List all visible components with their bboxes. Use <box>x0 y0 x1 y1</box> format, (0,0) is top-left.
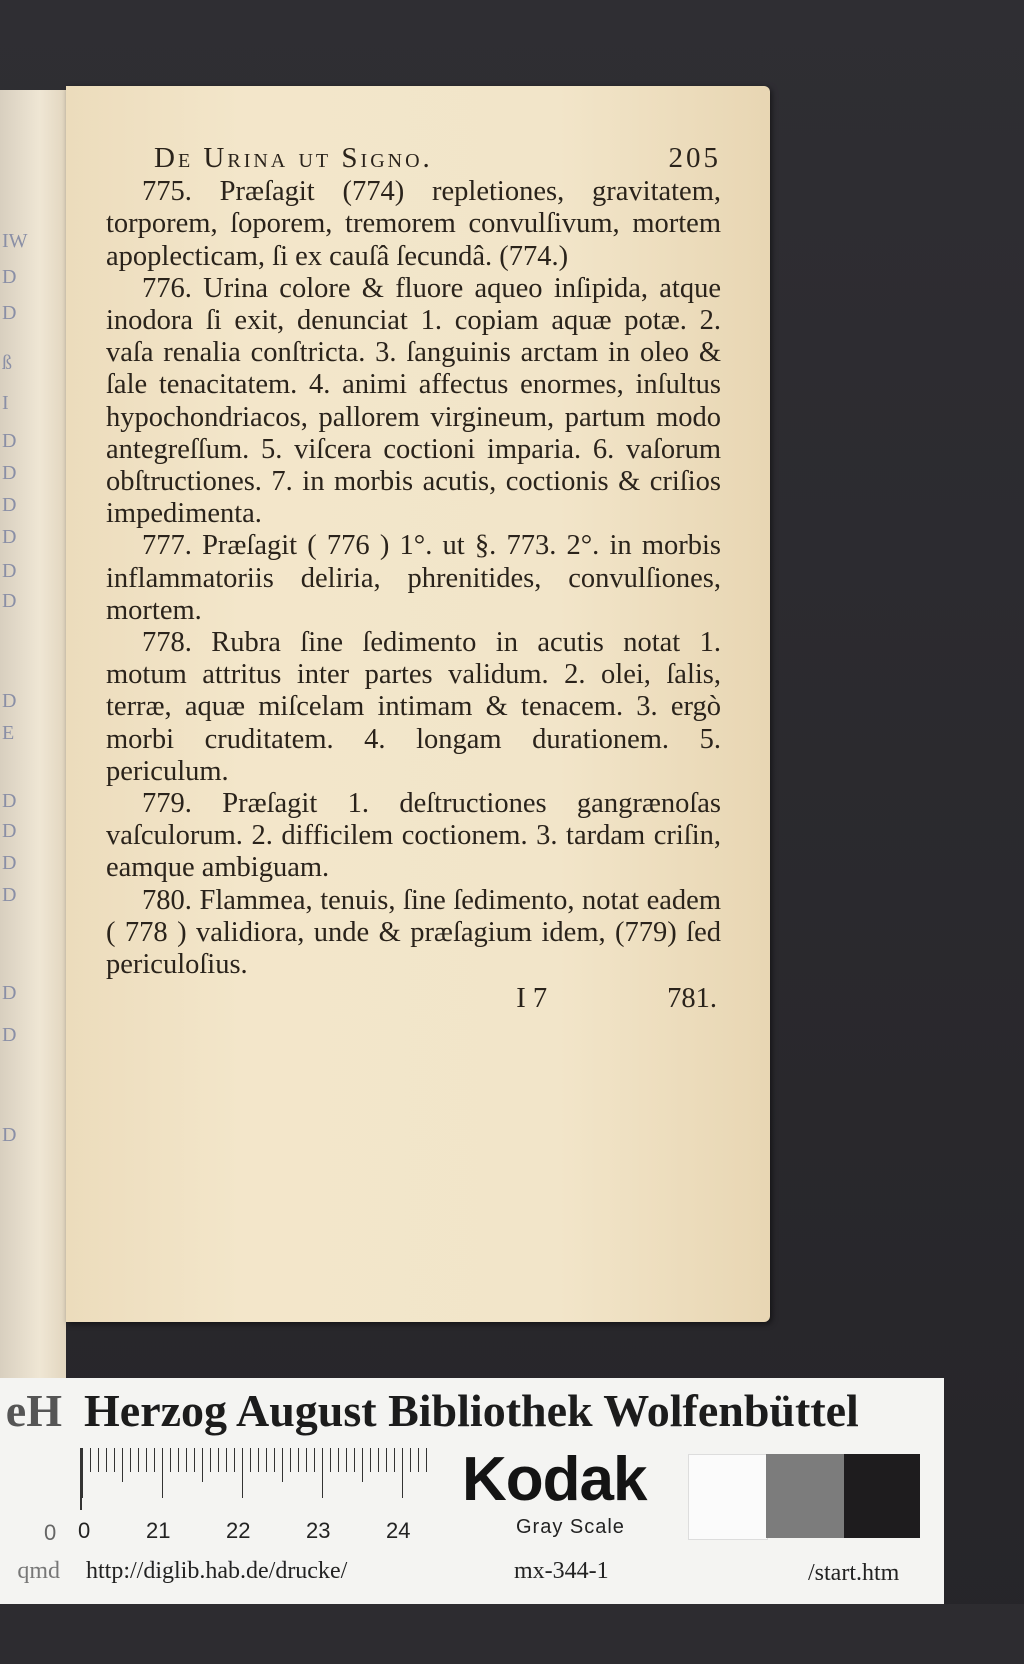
color-chart-strip <box>0 1378 944 1604</box>
facing-page-glyph: D <box>2 1124 17 1146</box>
url-suffix: /start.htm <box>808 1560 900 1586</box>
facing-page-glyph: D <box>2 884 17 906</box>
facing-page-glyph: D <box>2 790 17 812</box>
measurement-ruler <box>80 1448 442 1510</box>
paragraph-780: 780. Flammea, tenuis, ſine ſedimento, notat eadem ( 778 ) validiora, unde & præſagium idem, (779) ſed periculoſius. <box>106 884 721 981</box>
page-number: 205 <box>668 142 721 174</box>
ruler-label: 24 <box>386 1518 411 1543</box>
gray-patch-mid <box>766 1454 844 1538</box>
facing-page-glyph: D <box>2 494 17 516</box>
ruler-label: 23 <box>306 1518 331 1543</box>
facing-page-glyph: D <box>2 560 17 582</box>
facing-page-glyph: D <box>2 462 17 484</box>
ruler-zero-label: 0 <box>44 1520 57 1545</box>
ruler-label: 22 <box>226 1518 251 1543</box>
gray-patch-white <box>688 1454 768 1540</box>
library-name: Herzog August Bibliothek Wolfenbüttel <box>84 1385 859 1436</box>
facing-page-glyph: D <box>2 266 17 288</box>
facing-page-glyph: D <box>2 1024 17 1046</box>
ruler-label: 0 <box>78 1518 91 1543</box>
url-partial: qmd <box>17 1558 60 1584</box>
scanner-bottom <box>0 1604 1024 1664</box>
library-name-partial: eH <box>5 1385 62 1436</box>
facing-page-glyph: D <box>2 820 17 842</box>
gray-patch-black <box>844 1454 920 1538</box>
facing-page-edge <box>0 90 66 1380</box>
gray-scale-label: Gray Scale <box>516 1516 625 1538</box>
facing-page-glyph: D <box>2 982 17 1004</box>
paragraph-775: 775. Præſagit (774) repletiones, gravitatem, torporem, ſoporem, tremorem convulſivum, mortem apoplecticam, ſi ex cauſâ ſecundâ. (774.) <box>106 176 721 272</box>
running-head-title: De Urina ut Signo. <box>154 142 433 174</box>
page-footer <box>106 983 721 1015</box>
paragraph-779: 779. Præſagit 1. deſtructiones gangrænoſas vaſculorum. 2. difficilem coctionem. 3. tardam criſin, eamque ambiguam. <box>106 788 721 884</box>
facing-page-glyph: IW <box>2 230 28 252</box>
paragraph-778: 778. Rubra ſine ſedimento in acutis notat 1. motum attritus inter partes validum. 2. olei, ſalis, terræ, aquæ miſcelam intimam & tenacem. 3. ergò morbi cruditatem. 4. longam durationem. 5. periculum. <box>106 627 721 787</box>
facing-page-glyph: ß <box>2 352 12 374</box>
digital-library-url: http://diglib.hab.de/drucke/ <box>86 1558 348 1584</box>
page-body <box>106 142 721 1015</box>
book-page <box>66 86 770 1322</box>
facing-page-glyph: D <box>2 526 17 548</box>
facing-page-glyph: E <box>2 722 15 744</box>
ruler-label: 21 <box>146 1518 171 1543</box>
catchword: 781. <box>667 983 717 1015</box>
facing-page-glyph: D <box>2 690 17 712</box>
facing-page-glyph: D <box>2 852 17 874</box>
running-head <box>154 142 721 174</box>
facing-page-glyph: D <box>2 430 17 452</box>
kodak-logo: Kodak <box>462 1445 647 1514</box>
signature-mark: I 7 <box>516 983 548 1015</box>
facing-page-glyph: I <box>2 392 9 414</box>
facing-page-glyph: D <box>2 590 17 612</box>
shelfmark: mx-344-1 <box>514 1558 609 1584</box>
paragraph-776: 776. Urina colore & fluore aqueo inſipida, atque inodora ſi exit, denunciat 1. copiam aquæ potæ. 2. vaſa renalia conſtricta. 3. ſanguinis arctam in oleo & ſale tenacitatem. 4. animi affectus enormes, inſultus hypochondriacos, pallorem virgineum, partum modo antegreſſum. 5. viſcera coctioni imparia. 6. vaſorum obſtructiones. 7. in morbis acutis, coctionis & criſios impedimenta. <box>106 272 721 530</box>
paragraph-777: 777. Præſagit ( 776 ) 1°. ut §. 773. 2°. in morbis inflammatoriis deliria, phrenitides, convulſiones, mortem. <box>106 530 721 626</box>
facing-page-glyph: D <box>2 302 17 324</box>
